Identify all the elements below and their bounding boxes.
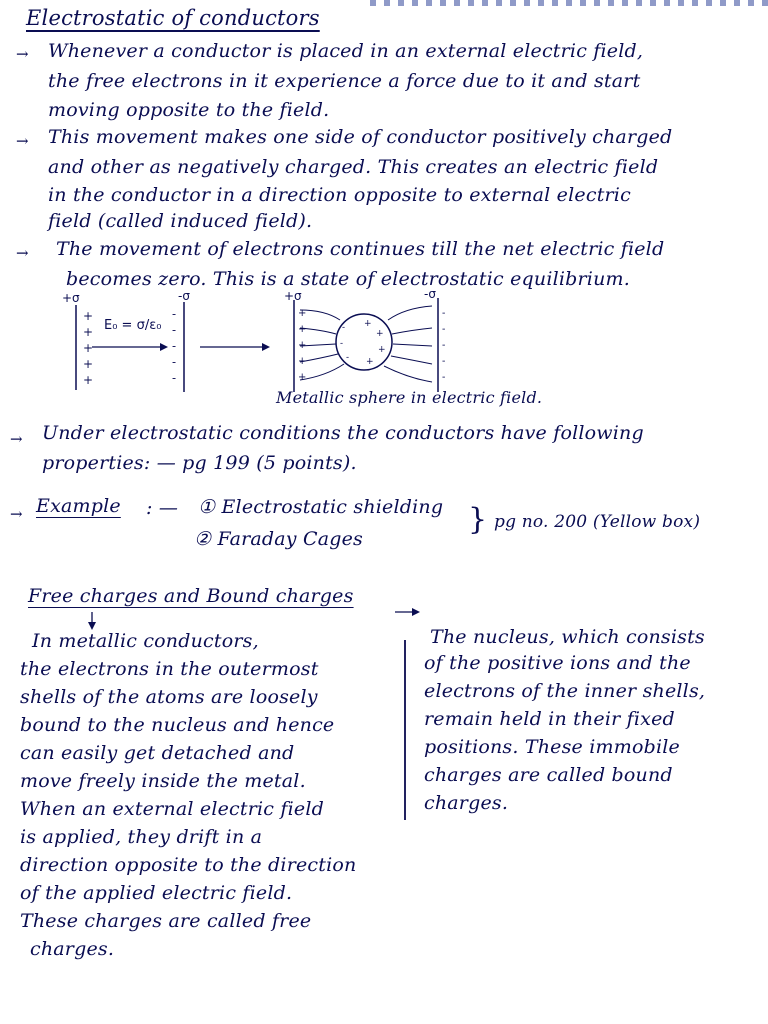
right-line: remain held in their fixed [424, 708, 675, 730]
properties-line1: Under electrostatic conditions the conductors have following [42, 422, 644, 444]
diagram-caption: Metallic sphere in electric field. [276, 388, 543, 407]
right-line: of the positive ions and the [424, 652, 691, 674]
svg-text:-: - [172, 371, 177, 385]
bullet-arrow-icon: → [16, 45, 29, 63]
left-line: move freely inside the metal. [20, 770, 306, 792]
plate2-charge-label: -σ [178, 289, 190, 303]
left-line: shells of the atoms are loosely [20, 686, 318, 708]
left-line: the electrons in the outermost [20, 658, 319, 680]
left-line: When an external electric field [20, 798, 324, 820]
svg-text:-: - [172, 339, 177, 353]
right-line: charges. [424, 792, 509, 814]
svg-text:-: - [172, 355, 177, 369]
svg-text:-: - [340, 339, 344, 349]
left-line: can easily get detached and [20, 742, 295, 764]
left-line: is applied, they drift in a [20, 826, 263, 848]
svg-text:+: + [298, 372, 307, 383]
page-title: Electrostatic of conductors [26, 6, 320, 30]
bullet-arrow-icon: → [16, 244, 29, 262]
svg-text:-: - [342, 323, 346, 333]
example-brace: } [468, 502, 488, 537]
svg-text:-: - [442, 356, 446, 367]
svg-text:+: + [83, 325, 94, 339]
plate1-charge-label: +σ [62, 291, 80, 305]
svg-text:+: + [298, 340, 307, 351]
left-line: of the applied electric field. [20, 882, 293, 904]
plate3-charge-label: +σ [284, 289, 302, 303]
right-line: positions. These immobile [424, 736, 680, 758]
left-line: In metallic conductors, [32, 630, 259, 652]
plate4-charge-label: -σ [424, 287, 436, 301]
point3-line2: becomes zero. This is a state of electrostatic equilibrium. [66, 268, 630, 290]
svg-text:+: + [378, 345, 386, 355]
svg-text:-: - [442, 340, 446, 351]
left-line: direction opposite to the direction [20, 854, 357, 876]
column-divider [404, 640, 406, 820]
left-line: charges. [30, 938, 115, 960]
example-item-1: ① Electrostatic shielding [198, 496, 444, 518]
svg-text:+: + [83, 373, 94, 387]
point2-line4: field (called induced field). [48, 210, 313, 232]
svg-text:+: + [298, 356, 307, 367]
svg-text:+: + [298, 324, 307, 335]
bullet-arrow-icon: → [10, 505, 23, 523]
svg-text:+: + [298, 308, 307, 319]
point1-line3: moving opposite to the field. [48, 99, 330, 121]
properties-line2: properties: — pg 199 (5 points). [42, 452, 357, 474]
section2-title: Free charges and Bound charges [28, 585, 354, 607]
example-dash: : — [146, 497, 179, 519]
right-line: electrons of the inner shells, [424, 680, 706, 702]
svg-text:+: + [366, 357, 374, 367]
point2-line2: and other as negatively charged. This creates an electric field [48, 156, 659, 178]
point1-line1: Whenever a conductor is placed in an external electric field, [48, 40, 644, 62]
svg-text:-: - [172, 323, 177, 337]
example-label: Example [36, 495, 121, 517]
right-line: charges are called bound [424, 764, 673, 786]
example-item-2: ② Faraday Cages [194, 528, 363, 550]
svg-text:-: - [442, 308, 446, 319]
svg-text:+: + [376, 329, 384, 339]
svg-text:-: - [442, 372, 446, 383]
bullet-arrow-icon: → [10, 430, 23, 448]
point1-line2: the free electrons in it experience a force due to it and start [48, 70, 641, 92]
right-line: The nucleus, which consists [430, 626, 705, 648]
example-ref: pg no. 200 (Yellow box) [494, 512, 701, 532]
svg-text:-: - [172, 307, 177, 321]
svg-text:+: + [83, 357, 94, 371]
point3-line1: The movement of electrons continues till the net electric field [56, 238, 665, 260]
svg-text:+: + [83, 309, 94, 323]
bullet-arrow-icon: → [16, 132, 29, 150]
field-equation: E₀ = σ/ε₀ [104, 318, 162, 333]
point2-line3: in the conductor in a direction opposite to external electric [48, 184, 631, 206]
svg-text:-: - [346, 353, 350, 363]
svg-text:-: - [442, 324, 446, 335]
left-line: bound to the nucleus and hence [20, 714, 335, 736]
svg-text:+: + [364, 319, 372, 329]
left-line: These charges are called free [20, 910, 312, 932]
svg-text:+: + [83, 341, 94, 355]
point2-line1: This movement makes one side of conductor positively charged [48, 126, 673, 148]
